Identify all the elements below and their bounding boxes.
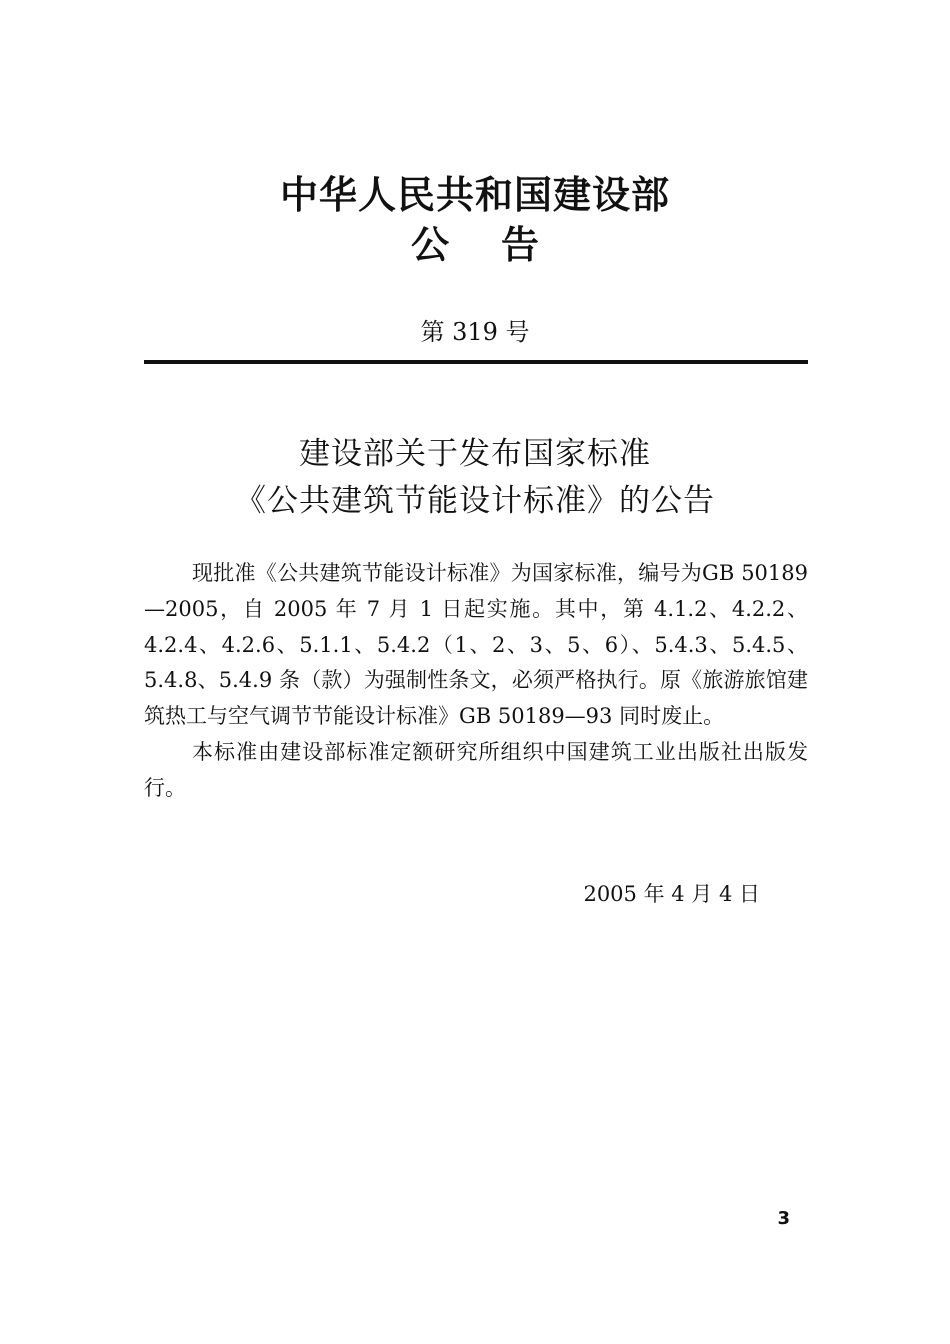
issue-date: 2005 年 4 月 4 日 [583,882,760,906]
ministry-name: 中华人民共和国建设部 [279,173,670,217]
notice-body [144,556,808,807]
header-divider [144,360,808,364]
page-number: 3 [777,1208,790,1229]
subject-line-1: 建设部关于发布国家标准 [299,436,651,472]
body-paragraph-2: 本标准由建设部标准定额研究所组织中国建筑工业出版社出版发行。 [144,739,808,800]
subject-line-2: 《公共建筑节能设计标准》的公告 [235,483,715,519]
notice-title: 公告 [410,223,591,267]
notice-number: 第 319 号 [420,318,530,346]
body-paragraph-1: 现批准《公共建筑节能设计标准》为国家标准，编号为GB 50189—2005，自 2005 年 7 月 1 日起实施。其中，第 4.1.2、4.2.2、4.2.4、4.2.6、5.1.1、5.4.2（1、2、3、5、6）、5.4.3、5.4.5、5.4.8、5.4.9 条（款）为强制性条文，必须严格执行。原《旅游旅馆建筑热工与空气调节节能设计标准》GB 50189—93 同时废止。 [144,561,808,729]
